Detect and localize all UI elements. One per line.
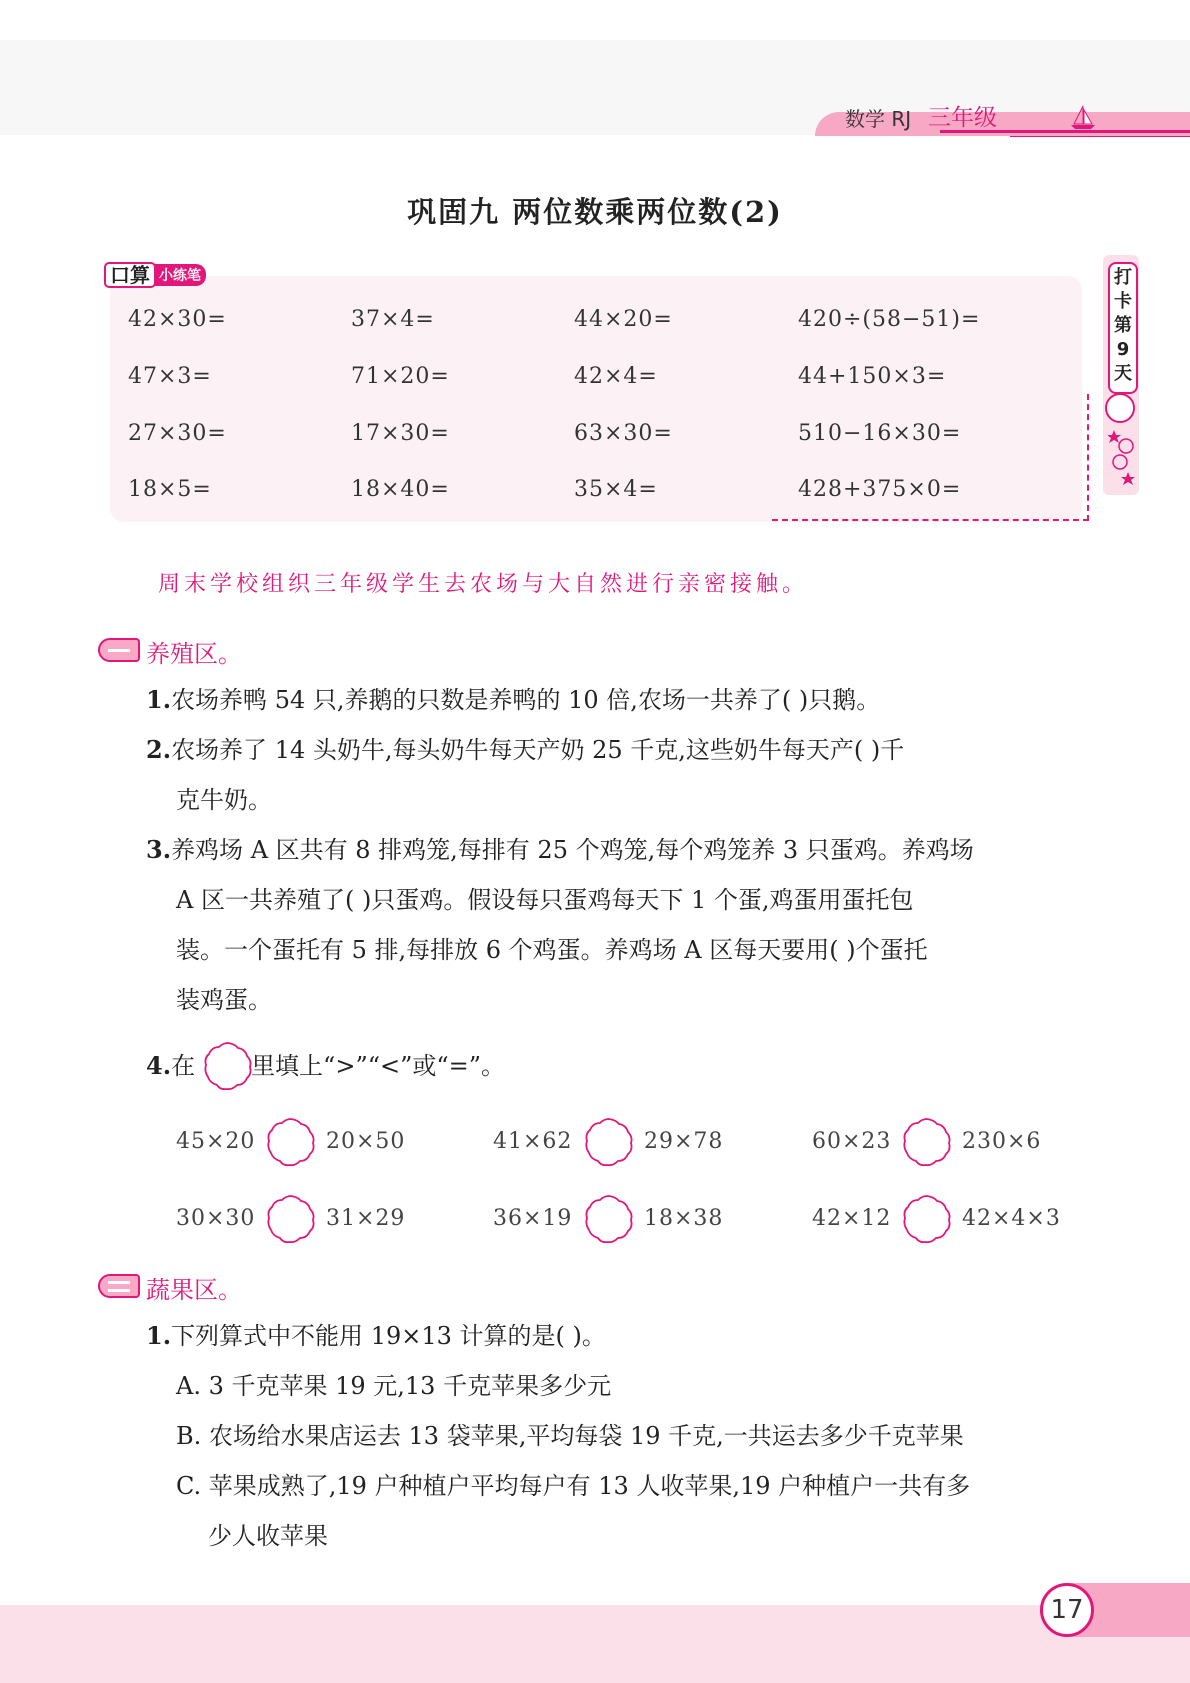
footer-band: [0, 1605, 1190, 1683]
question-1-3-cont: A 区一共养殖了( )只蛋鸡。假设每只蛋鸡每天下 1 个蛋,鸡蛋用蛋托包: [176, 886, 914, 914]
calc-item: 18×5=: [128, 477, 212, 502]
oral-calc-badge: [104, 262, 206, 288]
question-1-3-cont: 装鸡蛋。: [176, 986, 272, 1014]
section-one-title: 养殖区。: [146, 640, 242, 668]
compare-blank[interactable]: [265, 1193, 317, 1245]
option-c: C. 苹果成熟了,19 户种植户平均每户有 13 人收苹果,19 户种植户一共有多: [176, 1472, 971, 1500]
section-two-icon: [98, 1274, 140, 1298]
question-text: 养鸡场 A 区共有 8 排鸡笼,每排有 25 个鸡笼,每个鸡笼养 3 只蛋鸡。养鸡场: [171, 836, 974, 864]
question-text: 在: [171, 1052, 196, 1080]
compare-left: 60×23: [812, 1129, 892, 1154]
compare-left: 45×20: [176, 1129, 256, 1154]
compare-left: 42×12: [812, 1206, 892, 1231]
top-margin: [0, 0, 1190, 40]
compare-right: 230×6: [962, 1129, 1042, 1154]
question-1-4: [146, 1052, 505, 1080]
option-b: B. 农场给水果店运去 13 袋苹果,平均每袋 19 千克,一共运去多少千克苹果: [176, 1422, 964, 1450]
question-1-1: [146, 686, 880, 714]
calc-item: 42×30=: [128, 307, 227, 332]
section-one-icon: [98, 638, 140, 662]
badge-label: 口算: [104, 262, 156, 288]
question-text: 农场养鸭 54 只,养鹅的只数是养鸭的 10 倍,农场一共养了( )只鹅。: [171, 686, 881, 714]
compare-right: 31×29: [326, 1206, 406, 1231]
calc-item: 47×3=: [128, 364, 212, 389]
flower-circle-icon: [202, 1040, 254, 1092]
compare-right: 29×78: [644, 1129, 724, 1154]
compare-left: 36×19: [493, 1206, 573, 1231]
compare-right: 18×38: [644, 1206, 724, 1231]
question-1-3: [146, 836, 974, 864]
star-decoration-icon: [1108, 428, 1136, 488]
compare-right: 20×50: [326, 1129, 406, 1154]
question-1-2-cont: 克牛奶。: [176, 786, 272, 814]
question-1-2: [146, 736, 904, 764]
page-number: 17: [1050, 1595, 1084, 1625]
header-subject: 数学 RJ: [845, 107, 912, 131]
compare-left: 41×62: [493, 1129, 573, 1154]
intro-text: 周末学校组织三年级学生去农场与大自然进行亲密接触。: [158, 572, 809, 597]
question-number: 3.: [146, 835, 172, 864]
sailboat-icon: [1070, 104, 1096, 130]
badge-sublabel: 小练笔: [154, 264, 206, 286]
calc-item: 18×40=: [351, 477, 450, 502]
checkin-label: [1108, 266, 1138, 386]
question-text: 下列算式中不能用 19×13 计算的是( )。: [171, 1322, 606, 1350]
question-number: 1.: [146, 685, 172, 714]
compare-left: 30×30: [176, 1206, 256, 1231]
calc-item: 510−16×30=: [798, 421, 962, 446]
compare-blank[interactable]: [265, 1116, 317, 1168]
compare-right: 42×4×3: [962, 1206, 1061, 1231]
calc-item: 27×30=: [128, 421, 227, 446]
section-two-title: 蔬果区。: [146, 1276, 242, 1304]
calc-item: 71×20=: [351, 364, 450, 389]
question-number: 2.: [146, 735, 172, 764]
compare-blank[interactable]: [901, 1116, 953, 1168]
calc-item: 420÷(58−51)=: [798, 307, 981, 332]
question-number: 1.: [146, 1321, 172, 1350]
compare-blank[interactable]: [901, 1193, 953, 1245]
calc-item: 44+150×3=: [798, 364, 947, 389]
calc-item: 17×30=: [351, 421, 450, 446]
option-c-cont: 少人收苹果: [208, 1522, 328, 1550]
calc-item: 42×4=: [574, 364, 658, 389]
question-text: 农场养了 14 头奶牛,每头奶牛每天产奶 25 千克,这些奶牛每天产( )千: [171, 736, 905, 764]
calc-item: 35×4=: [574, 477, 658, 502]
calc-item: 37×4=: [351, 307, 435, 332]
checkin-text: 打卡第9天: [1114, 267, 1132, 384]
checkin-circle[interactable]: [1105, 393, 1135, 423]
header-grade: 三年级: [928, 105, 997, 131]
header-rule-thin: [1010, 136, 1190, 137]
calc-item: 428+375×0=: [798, 477, 962, 502]
question-1-3-cont: 装。一个蛋托有 5 排,每排放 6 个鸡蛋。养鸡场 A 区每天要用( )个蛋托: [176, 936, 928, 964]
calc-item: 63×30=: [574, 421, 673, 446]
page-title: 巩固九 两位数乘两位数(2): [407, 195, 783, 229]
compare-blank[interactable]: [583, 1193, 635, 1245]
compare-blank[interactable]: [583, 1116, 635, 1168]
question-number: 4.: [146, 1051, 172, 1080]
question-2-1: [146, 1322, 606, 1350]
calc-item: 44×20=: [574, 307, 673, 332]
question-text: 里填上“>”“<”或“=”。: [251, 1052, 506, 1080]
option-a: A. 3 千克苹果 19 元,13 千克苹果多少元: [176, 1372, 612, 1400]
